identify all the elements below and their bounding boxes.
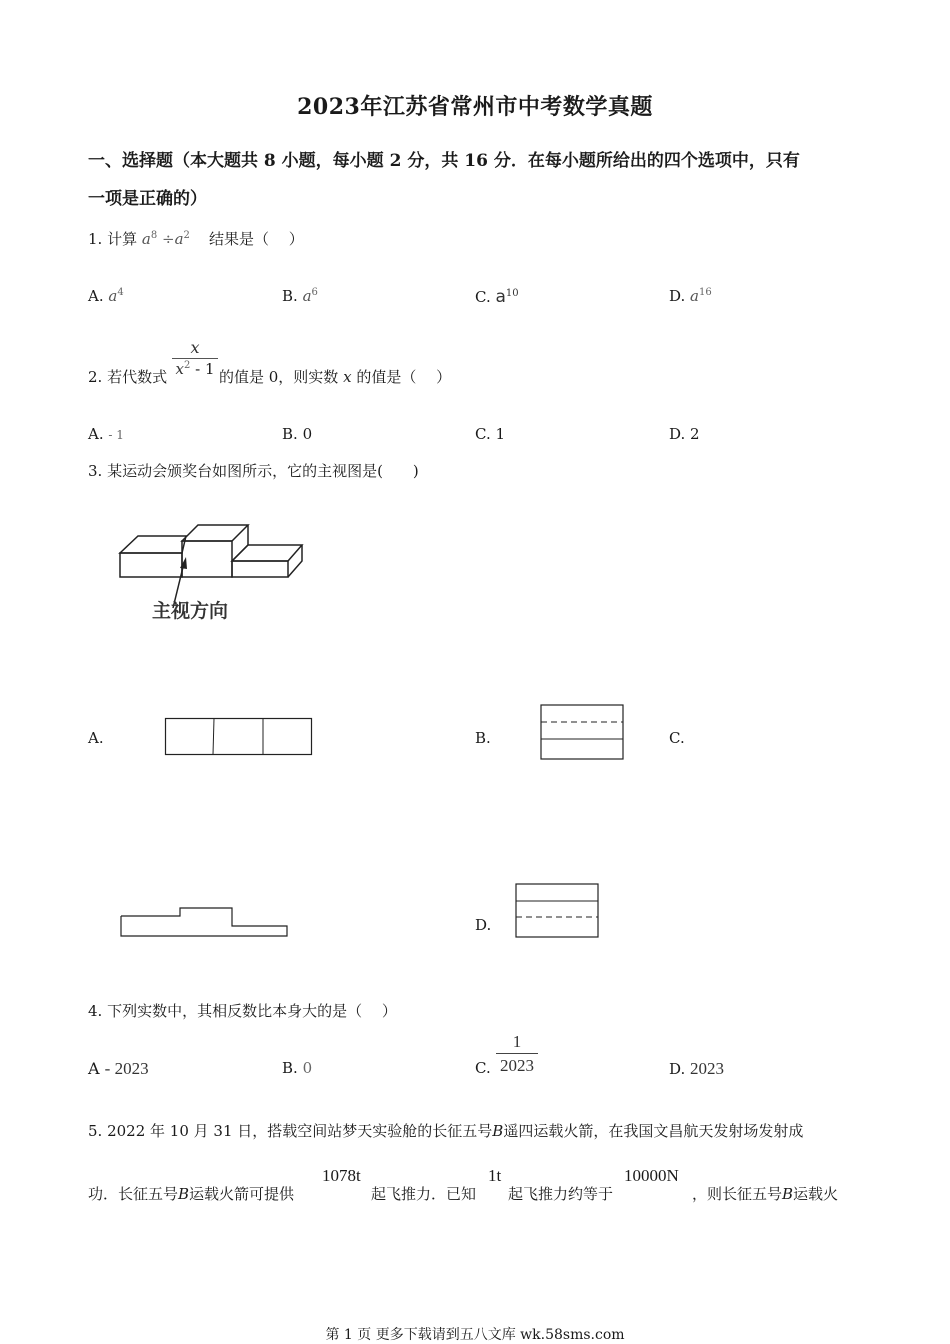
podium-right-front [232,561,288,577]
podium-left-top [120,536,186,553]
q5-var-b-2: B [178,1185,190,1203]
page-title: 2023年江苏省常州市中考数学真题 [297,94,653,120]
q5-line1-rest: 遥四运载火箭，在我国文昌航天发射场发射成 [503,1122,804,1140]
q1-option-c-label: C. [475,288,491,306]
q4-option-a[interactable] [88,1059,149,1079]
q2-option-c-value: 1 [495,425,506,443]
q1-option-a-exp: 4 [117,287,124,298]
q2-var-x: x [343,368,352,386]
question-4: 4. 下列实数中，其相反数比本身大的是（ ） [88,1002,397,1020]
q3-option-b-figure [540,704,630,764]
question-5-line2-a [88,1183,294,1204]
q1-option-d-label: D. [669,287,686,305]
question-5-line2-e [692,1183,838,1204]
q2-option-b-label: B. [282,425,298,443]
q1-option-c-exp: 10 [505,288,519,299]
question-5-line2-d: 起飞推力约等于 [508,1185,614,1203]
question-2-prefix: 2. 若代数式 [88,368,168,386]
question-1 [88,228,304,249]
q2-fraction-numerator: x [172,338,218,359]
section-heading-line1: 一、选择题（本大题共 8 小题，每小题 2 分，共 16 分．在每小题所给出的四个选项中，只有 [88,151,800,171]
podium-right-top [232,545,302,561]
q2-option-a[interactable] [88,425,124,443]
q2-option-b-value: 0 [302,425,313,443]
question-5-line2-c: 起飞推力．已知 [371,1185,477,1203]
q5-var-b: B [492,1122,504,1140]
q1-exp-8: 8 [150,230,158,241]
question-3: 3. 某运动会颁奖台如图所示，它的主视图是( ) [88,462,419,480]
q4-option-b-label: B. [282,1059,298,1077]
q1-option-a[interactable] [88,287,124,305]
q2-fraction [172,338,218,378]
q5-var-b-3: B [782,1185,794,1203]
q3-option-b-label[interactable]: B. [475,729,491,747]
q1-exp-2: 2 [183,230,190,241]
arrow-head-icon [180,557,187,569]
q3-option-d-label[interactable]: D. [475,916,492,934]
q2-option-d-value: 2 [690,425,700,443]
q2-option-d[interactable] [669,425,700,443]
q4-option-b[interactable] [282,1059,312,1077]
q5-unit-value: 1t [488,1166,502,1185]
q4-option-a-label: A [88,1059,100,1078]
q1-option-d-exp: 16 [699,287,712,298]
q4-option-c-label[interactable]: C. [475,1059,491,1077]
podium-middle-front [182,541,232,577]
q5-thrust-value: 1078t [322,1166,361,1185]
q1-option-a-label: A. [88,287,104,305]
q4-option-c-fraction [496,1032,538,1076]
q1-div-op: ÷ [161,230,175,248]
q1-base-a2: a [174,230,184,248]
q2-mid-text: 的值是 0，则实数 [219,368,339,386]
section-heading-line2: 一项是正确的） [88,189,207,209]
q5-line2-e: ，则长征五号 [692,1185,783,1203]
q3-option-c-label[interactable]: C. [669,729,685,747]
q4-c-denominator: 2023 [500,1056,534,1075]
q1-option-b-exp: 6 [311,287,318,298]
view-direction-label: 主视方向 [152,600,229,622]
q2-option-c[interactable] [475,425,505,443]
q1-option-c[interactable] [475,287,519,307]
q1-option-b-label: B. [282,287,298,305]
podium-left-front [120,553,182,577]
question-5-line1 [88,1120,803,1141]
q3-option-d-figure [515,883,605,941]
podium-middle-side [232,525,248,561]
q2-suffix: 的值是（ ） [356,368,452,386]
q4-option-d-value: 2023 [690,1059,725,1078]
q2-option-a-value: - 1 [108,428,124,442]
q5-line1-text: 5. 2022 年 10 月 31 日，搭载空间站梦天实验舱的长征五号 [88,1122,493,1140]
podium-middle-top [182,525,248,541]
q2-option-a-label: A. [88,425,104,443]
q4-option-d-label: D. [669,1060,686,1078]
podium-right-side [288,545,302,577]
q3-option-a-figure [165,718,315,758]
q1-option-d[interactable] [669,287,712,305]
q4-option-a-value: - 2023 [104,1059,149,1078]
q2-option-d-label: D. [669,425,686,443]
q1-option-a-base: a [108,287,118,305]
q5-line2-f: 运载火 [793,1185,839,1203]
q1-prefix: 1. 计算 [88,230,138,248]
q1-option-b[interactable] [282,287,318,305]
q3-option-c-figure [120,906,290,938]
question-2-rest [219,366,451,387]
q1-option-c-base: a [495,287,506,307]
page-footer: 第 1 页 更多下载请到五八文库 wk.58sms.com [325,1327,625,1343]
q2-option-c-label: C. [475,425,491,443]
q4-c-numerator: 1 [496,1032,538,1054]
q5-line2-a: 功．长征五号 [88,1185,179,1203]
q2-option-b[interactable] [282,425,312,443]
q1-option-d-base: a [690,287,699,305]
q1-base-a: a [141,230,151,248]
q4-option-b-value: 0 [302,1059,313,1077]
q3-option-a-label[interactable]: A. [88,729,104,747]
q2-fraction-denominator: $x^2 - 1$ [175,360,215,378]
q1-option-b-base: a [302,287,312,305]
q1-suffix: 结果是（ ） [208,230,304,248]
q5-newton-value: 10000N [624,1166,679,1185]
q4-option-d[interactable] [669,1059,724,1079]
q5-line2-b: 运载火箭可提供 [189,1185,295,1203]
